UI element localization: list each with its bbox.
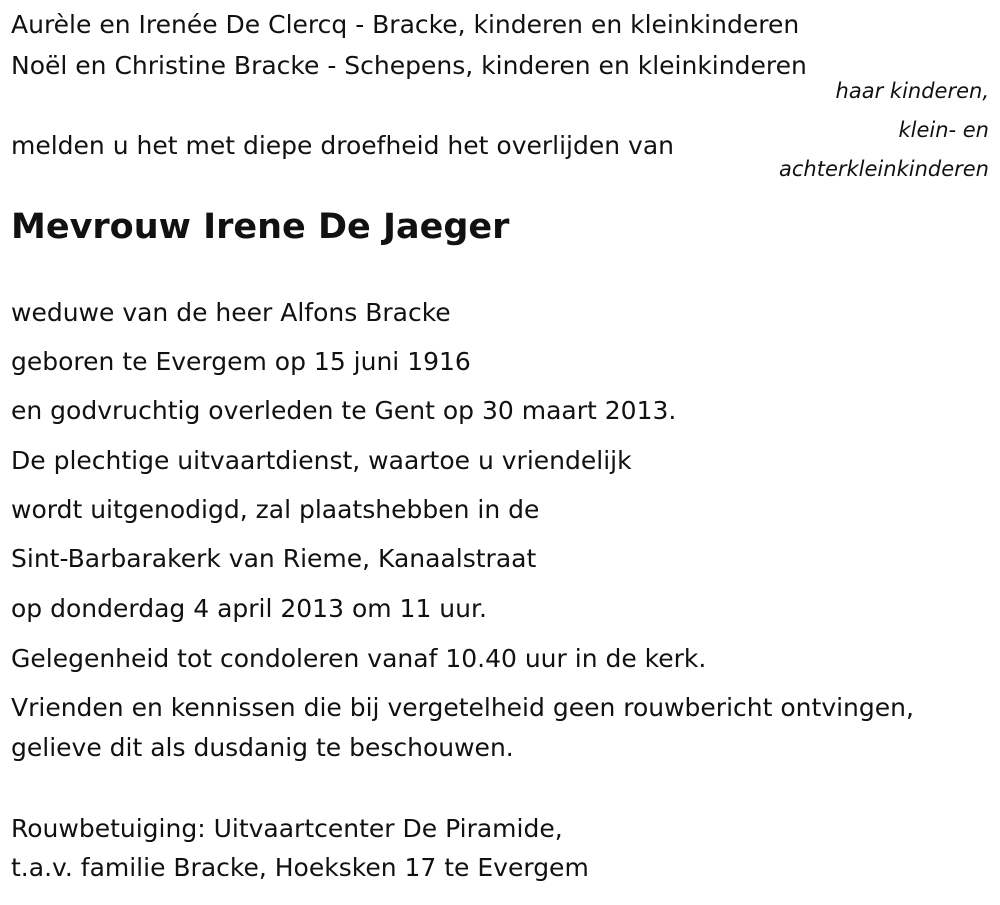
detail-line-7: op donderdag 4 april 2013 om 11 uur.	[11, 594, 487, 623]
family-side-note	[729, 72, 989, 189]
family-line-2: Noël en Christine Bracke - Schepens, kinderen en kleinkinderen	[11, 51, 807, 80]
detail-line-5: wordt uitgenodigd, zal plaatshebben in de	[11, 495, 540, 524]
side-note-line-3: achterkleinkinderen	[779, 157, 989, 181]
detail-line-1: weduwe van de heer Alfons Bracke	[11, 298, 451, 327]
detail-line-4: De plechtige uitvaartdienst, waartoe u vriendelijk	[11, 446, 632, 475]
announcement-line: melden u het met diepe droefheid het overlijden van	[11, 131, 674, 160]
family-line-1: Aurèle en Irenée De Clercq - Bracke, kinderen en kleinkinderen	[11, 10, 800, 39]
detail-line-3: en godvruchtig overleden te Gent op 30 maart 2013.	[11, 396, 677, 425]
detail-line-8: Gelegenheid tot condoleren vanaf 10.40 uur in de kerk.	[11, 644, 707, 673]
detail-line-2: geboren te Evergem op 15 juni 1916	[11, 347, 471, 376]
side-note-line-2: klein- en	[898, 118, 989, 142]
side-note-line-1: haar kinderen,	[835, 79, 989, 103]
detail-line-10: gelieve dit als dusdanig te beschouwen.	[11, 733, 514, 762]
detail-line-9: Vrienden en kennissen die bij vergetelheid geen rouwbericht ontvingen,	[11, 693, 914, 722]
condolence-line-1: Rouwbetuiging: Uitvaartcenter De Piramide,	[11, 814, 563, 843]
deceased-name: Mevrouw Irene De Jaeger	[11, 207, 510, 247]
condolence-line-2: t.a.v. familie Bracke, Hoeksken 17 te Evergem	[11, 853, 589, 882]
detail-line-6: Sint-Barbarakerk van Rieme, Kanaalstraat	[11, 544, 537, 573]
